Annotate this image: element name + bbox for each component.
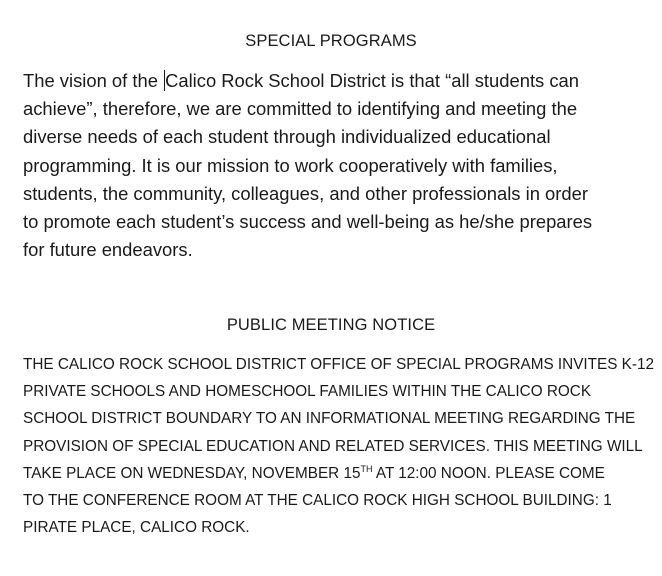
- vision-paragraph[interactable]: [23, 67, 648, 264]
- vision-line: [23, 67, 648, 95]
- notice-line: PRIVATE SCHOOLS AND HOMESCHOOL FAMILIES WITHIN THE CALICO ROCK: [23, 383, 592, 401]
- notice-line: SCHOOL DISTRICT BOUNDARY TO AN INFORMATIONAL MEETING REGARDING THE: [23, 410, 636, 428]
- vision-line: achieve”, therefore, we are committed to identifying and meeting the: [23, 98, 578, 120]
- notice-line: PIRATE PLACE, CALICO ROCK.: [23, 519, 250, 537]
- heading-special-programs: SPECIAL PROGRAMS: [245, 32, 417, 50]
- ordinal-superscript: TH: [360, 463, 373, 474]
- vision-line: programming. It is our mission to work cooperatively with families,: [23, 154, 558, 176]
- notice-line-5-end: AT 12:00 NOON. PLEASE COME: [372, 464, 605, 482]
- vision-line: to promote each student’s success and well-being as he/she prepares: [23, 211, 593, 233]
- vision-line-1-end: Calico Rock School District is that “all students can: [165, 70, 580, 91]
- notice-line: TO THE CONFERENCE ROOM AT THE CALICO ROCK HIGH SCHOOL BUILDING: 1: [23, 492, 612, 510]
- heading-public-meeting-notice: PUBLIC MEETING NOTICE: [226, 316, 436, 334]
- vision-line: students, the community, colleagues, and other professionals in order: [23, 182, 588, 204]
- vision-line: for future endeavors.: [23, 239, 193, 261]
- notice-paragraph[interactable]: [23, 351, 653, 541]
- notice-line: [23, 460, 653, 487]
- notice-line: THE CALICO ROCK SCHOOL DISTRICT OFFICE OF SPECIAL PROGRAMS INVITES K-12: [23, 356, 654, 373]
- notice-line: PROVISION OF SPECIAL EDUCATION AND RELATED SERVICES. THIS MEETING WILL: [23, 437, 643, 455]
- notice-line-5-start: TAKE PLACE ON WEDNESDAY, NOVEMBER 15: [23, 464, 361, 482]
- vision-line-1-start: The vision of the: [23, 70, 164, 91]
- vision-line: diverse needs of each student through individualized educational: [23, 126, 551, 148]
